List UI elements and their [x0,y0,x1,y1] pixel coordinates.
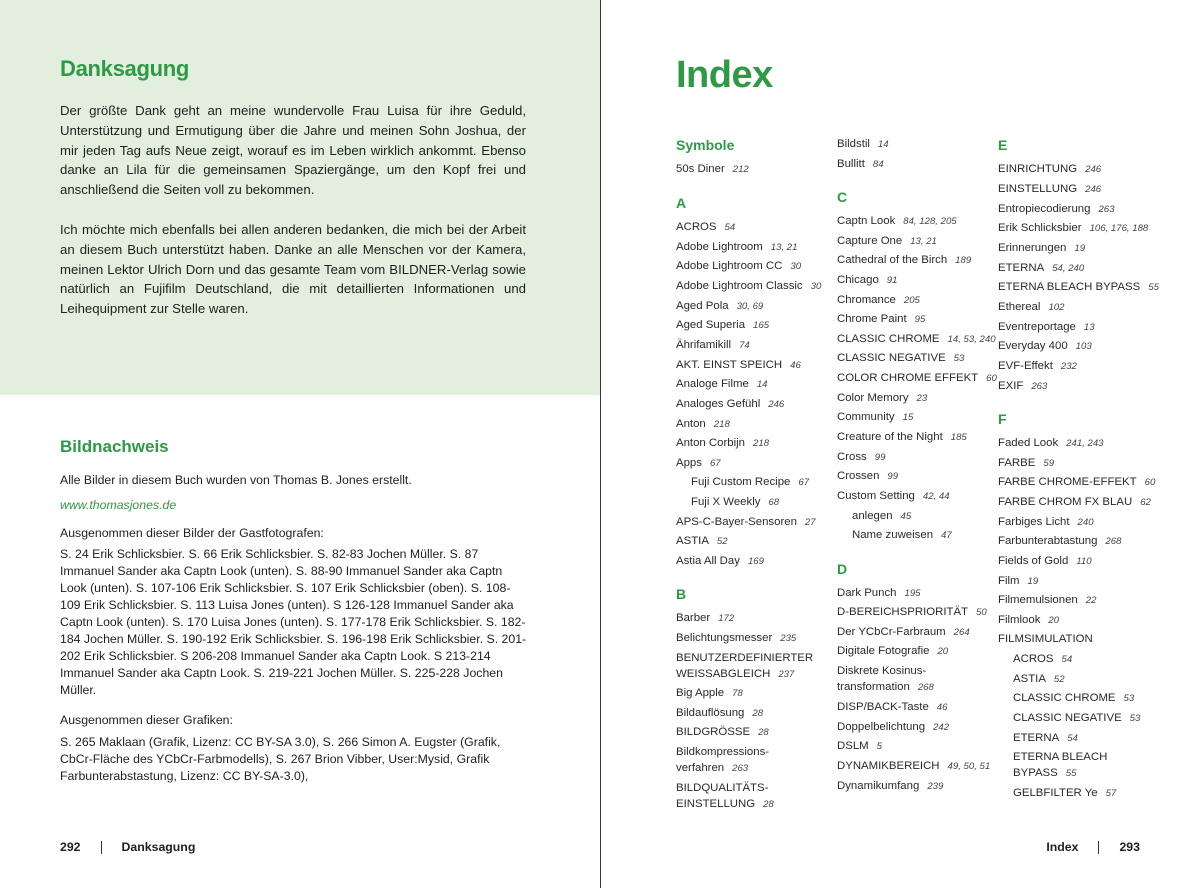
index-entry-pages: 106, 176, 188 [1089,223,1149,234]
index-entry-pages: 52 [716,536,728,547]
credits-graphics-list: S. 265 Maklaan (Grafik, Lizenz: CC BY-SA 3.0), S. 266 Simon A. Eugster (Grafik, CbCr-Fläche des YCbCr-Farbmodells), S. 267 Brion Vibber, User:Mysid, Grafik Farbunterabstastung, Lizenz: CC BY-SA-3.0), [60,735,501,783]
index-entry-term: ACROS [1013,653,1054,665]
index-entry-term: Anton Corbijn [676,437,746,449]
index-entry-term: Adobe Lightroom CC [676,260,783,272]
index-entry [676,685,743,702]
index-entry [676,239,797,256]
index-entry-term: Erinnerungen [998,242,1067,254]
index-entry [837,449,885,466]
index-entry-pages: 20 [1048,615,1060,626]
index-entry-pages: 54, 240 [1052,263,1085,274]
index-entry [998,612,1059,629]
index-entry-term: ETERNA BLEACH [1013,751,1108,763]
index-entry [676,533,728,550]
index-entry [998,592,1096,609]
index-entry [837,213,957,230]
acknowledgement-paragraph-1: Der größte Dank geht an meine wundervolle Frau Luisa für ihre Geduld, Unterstützung und Ermutigung über die Jahre und meinen Sohn Joshua, der mir jeden Tag aufs Neue zeigt, worauf es im Leben wirklich ankommt. Ebenso danke an Lila für die gemeinsamen Spaziergänge, um den Kopf frei und anschließend die Seiten voll zu bekommen. [60,103,526,198]
index-entry-term: Captn Look [837,215,896,227]
index-entry-term: D-BEREICHSPRIORITÄT [837,606,969,618]
index-entry [998,378,1047,395]
index-entry-term: BENUTZERDEFINIERTER [676,652,814,664]
index-entry-pages: 13, 21 [910,236,937,247]
index-entry-pages: 264 [953,627,970,638]
index-entry-term: Bildauflösung [676,707,745,719]
index-entry [998,553,1092,570]
index-entry-term: FARBE CHROME-EFFEKT [998,476,1137,488]
index-entry-term: AKT. EINST SPEICH [676,359,783,371]
index-entry [1013,765,1076,782]
index-entry-pages: 99 [887,471,899,482]
index-entry-pages: 185 [950,432,967,443]
index-entry-pages: 20 [937,646,949,657]
index-entry-pages: 91 [886,275,898,286]
index-entry-pages: 22 [1085,595,1097,606]
index-entry-term: Doppelbelichtung [837,721,926,733]
index-entry [676,666,794,683]
index-entry-term: Cathedral of the Birch [837,254,948,266]
index-entry [837,311,925,328]
index-entry-term: Aged Pola [676,300,729,312]
index-entry [837,252,971,269]
index-entry-pages: 67 [709,458,721,469]
index-entry-term: APS-C-Bayer-Sensoren [676,516,797,528]
index-entry-term: Aged Superia [676,319,746,331]
index-entry-term: EINRICHTUNG [998,163,1078,175]
index-entry-term: Filmemulsionen [998,594,1078,606]
index-entry [676,219,735,236]
index-entry-term: Ährifamikill [676,339,732,351]
index-entry [691,474,809,491]
index-entry-term: Custom Setting [837,490,915,502]
index-entry-pages: 74 [739,340,750,351]
index-entry [676,610,734,627]
index-entry-term: EXIF [998,380,1024,392]
index-entry-term: Big Apple [676,687,725,699]
index-entry [676,514,816,531]
index-entry-term: EVF-Effekt [998,360,1053,372]
index-entry-pages: 235 [780,633,797,644]
index-entry-term: DSLM [837,740,869,752]
index-entry-pages: 268 [1105,536,1122,547]
index-entry [998,631,1093,647]
index-entry-pages: 59 [1043,458,1055,469]
index-entry-term: FILMSIMULATION [998,633,1093,645]
index-entry-pages: 28 [758,727,769,738]
index-entry-pages: 49, 50, 51 [947,761,991,772]
index-entry-term: BILDGRÖSSE [676,726,751,738]
index-entry-pages: 15 [902,412,914,423]
index-entry [837,585,921,602]
index-entry-pages: 19 [1074,243,1086,254]
index-entry [676,161,749,178]
index-entry-pages: 19 [1027,576,1039,587]
index-entry-term: Faded Look [998,437,1059,449]
index-entry [837,738,882,755]
index-entry [676,760,748,777]
index-entry-pages: 27 [804,517,816,528]
index-entry-term: Cross [837,451,867,463]
index-entry-pages: 172 [718,613,735,624]
index-entry [676,435,769,452]
index-entry [837,136,889,153]
index-entry-term: Eventreportage [998,321,1076,333]
index-entry [676,780,768,796]
index-heading: Index [676,54,773,96]
index-entry-pages: 53 [1129,713,1141,724]
index-entry [837,233,937,250]
index-entry [837,778,943,795]
index-entry-pages: 263 [1098,204,1115,215]
index-entry [998,435,1104,452]
index-entry-pages: 218 [713,419,730,430]
index-entry [837,488,950,505]
index-entry-term: ACROS [676,221,717,233]
index-entry [676,298,763,315]
index-entry-term: FARBE CHROM FX BLAU [998,496,1133,508]
index-entry [837,331,996,348]
index-entry [837,272,897,289]
index-entry-term: EINSTELLUNG [676,798,756,810]
index-entry-term: Chicago [837,274,879,286]
index-entry-term: Capture One [837,235,903,247]
index-entry [691,494,779,511]
index-entry [998,220,1148,237]
index-entry-pages: 30 [810,281,822,292]
index-entry-term: COLOR CHROME EFFEKT [837,372,979,384]
index-entry-term: Crossen [837,470,880,482]
index-entry-pages: 263 [1031,381,1048,392]
index-entry-pages: 239 [927,781,944,792]
index-entry-term: Community [837,411,895,423]
index-entry [998,161,1101,178]
index-entry-pages: 60 [1144,477,1156,488]
index-entry [1013,671,1065,688]
index-entry-pages: 54 [1061,654,1073,665]
index-entry [998,201,1114,218]
credits-graphics-heading: Ausgenommen dieser Grafiken: [60,713,233,727]
index-entry-term: Fields of Gold [998,555,1069,567]
index-entry-pages: 55 [1148,282,1159,293]
index-entry-pages: 13 [1083,322,1095,333]
index-entry [852,527,952,544]
index-entry-term: Name zuweisen [852,529,934,541]
index-entry [837,643,948,660]
index-entry-term: ETERNA [998,262,1045,274]
index-entry [837,679,934,696]
index-entry-term: CLASSIC CHROME [1013,692,1116,704]
index-entry [837,370,997,387]
left-footer [60,840,195,854]
index-entry-term: Astia All Day [676,555,740,567]
index-entry [676,650,813,666]
index-entry-pages: 246 [1085,184,1102,195]
credits-heading: Bildnachweis [60,437,169,456]
index-entry [676,455,721,472]
index-entry [837,350,964,367]
index-entry [676,416,730,433]
index-entry-pages: 30 [790,261,802,272]
acknowledgement-paragraph-2: Ich möchte mich ebenfalls bei allen anderen bedanken, die mich bei der Arbeit an diesem Buch unterstützt haben. Danke an alle Menschen vor der Kamera, meinen Lektor Ulrich Dorn und das gesamte Team vom BILDNER-Verlag sowie natürlich an Fujifilm Deutschland, die mit detaillierten Informationen und Leihequipment zur Stelle waren. [60,222,526,317]
index-entry [837,719,949,736]
index-entry-term: BILDQUALITÄTS- [676,782,769,794]
index-entry-term: ETERNA BLEACH BYPASS [998,281,1141,293]
index-entry-term: Adobe Lightroom Classic [676,280,803,292]
index-entry-pages: 42, 44 [922,491,950,502]
index-entry-pages: 165 [753,320,770,331]
index-entry [1013,749,1107,765]
index-entry [998,514,1094,531]
index-entry-term: Farbiges Licht [998,516,1070,528]
index-entry [1013,730,1078,747]
index-entry-pages: 84 [872,159,884,170]
index-entry-term: Dark Punch [837,587,897,599]
index-entry [1013,651,1072,668]
index-entry [676,317,769,334]
index-entry-pages: 57 [1105,788,1117,799]
index-section-f: F [998,411,1007,427]
index-entry-term: transformation [837,681,910,693]
index-entry [676,337,750,354]
index-entry-pages: 14, 53, 240 [947,334,996,345]
index-entry-pages: 52 [1053,674,1065,685]
index-entry-term: Digitale Fotografie [837,645,930,657]
index-entry-term: ETERNA [1013,732,1060,744]
index-entry-term: DYNAMIKBEREICH [837,760,940,772]
index-entry [1013,690,1134,707]
index-entry [998,279,1159,296]
index-entry [837,758,990,775]
index-entry-term: Analoges Gefühl [676,398,761,410]
index-entry [837,390,927,407]
index-entry-pages: 47 [941,530,952,541]
index-entry-term: Everyday 400 [998,340,1068,352]
index-entry-term: anlegen [852,510,893,522]
index-entry-term: CLASSIC NEGATIVE [837,352,946,364]
index-entry-pages: 14 [877,139,889,150]
index-entry [998,260,1084,277]
index-entry-term: Bildstil [837,138,870,150]
index-entry-pages: 78 [732,688,743,699]
index-entry-term: Farbunterabtastung [998,535,1098,547]
index-entry [998,455,1054,472]
index-entry-term: 50s Diner [676,163,725,175]
index-entry [676,796,774,813]
index-entry-term: Entropiecodierung [998,203,1091,215]
index-entry-pages: 268 [917,682,934,693]
index-entry [998,358,1077,375]
index-section-e: E [998,137,1008,153]
index-entry [998,240,1085,257]
index-entry-term: Bullitt [837,158,865,170]
index-entry-pages: 242 [933,722,950,733]
index-entry [837,292,920,309]
index-entry [998,494,1151,511]
index-entry [676,630,796,647]
index-entry-pages: 84, 128, 205 [903,216,957,227]
index-entry [998,181,1101,198]
index-entry [998,573,1038,590]
index-entry-term: Diskrete Kosinus- [837,665,927,677]
index-entry-pages: 53 [953,353,965,364]
index-entry [852,508,911,525]
index-entry [837,429,967,446]
index-entry-pages: 67 [798,477,810,488]
index-entry-pages: 103 [1075,341,1092,352]
index-entry-pages: 60 [986,373,997,384]
index-entry-pages: 99 [874,452,886,463]
index-entry-term: Film [998,575,1020,587]
index-entry [676,705,763,722]
footer-separator [101,841,102,854]
index-entry-pages: 218 [753,438,770,449]
index-entry-pages: 28 [752,708,764,719]
index-entry-term: Der YCbCr-Farbraum [837,626,946,638]
right-footer [1046,840,1140,854]
index-entry-pages: 23 [916,393,928,404]
index-entry-pages: 5 [876,741,882,752]
index-entry [1013,710,1140,727]
index-entry-pages: 54 [1067,733,1078,744]
index-entry-pages: 95 [914,314,926,325]
index-entry [837,604,987,621]
index-entry-term: Color Memory [837,392,909,404]
index-entry-pages: 14 [756,379,768,390]
index-entry-pages: 237 [778,669,795,680]
index-entry-term: Ethereal [998,301,1041,313]
index-section-c: C [837,189,848,205]
index-entry [837,663,926,679]
index-entry-term: ASTIA [676,535,709,547]
index-entry-term: BYPASS [1013,767,1058,779]
index-entry-term: CLASSIC NEGATIVE [1013,712,1122,724]
index-entry-term: Dynamikumfang [837,780,920,792]
index-entry-pages: 50 [976,607,987,618]
index-entry-pages: 28 [763,799,774,810]
index-entry-term: Chromance [837,294,896,306]
index-entry-pages: 205 [903,295,920,306]
index-entry-pages: 189 [955,255,972,266]
index-entry [1013,785,1116,802]
index-entry [676,376,767,393]
index-entry [837,624,970,641]
index-entry [676,553,764,570]
index-entry-pages: 240 [1077,517,1094,528]
footer-separator [1098,841,1099,854]
index-entry [837,468,898,485]
index-entry-term: EINSTELLUNG [998,183,1078,195]
index-entry-pages: 30, 69 [736,301,764,312]
index-section-b: B [676,586,687,602]
index-entry-term: Analoge Filme [676,378,749,390]
index-entry-pages: 55 [1065,768,1077,779]
index-section-a: A [676,195,687,211]
index-entry-term: Bildkompressions- [676,746,770,758]
index-entry-term: CLASSIC CHROME [837,333,940,345]
index-entry-pages: 232 [1060,361,1077,372]
index-entry-pages: 62 [1140,497,1151,508]
index-entry [998,533,1121,550]
index-entry [676,744,769,760]
right-page [601,0,1200,888]
index-entry-term: Anton [676,418,706,430]
index-entry-term: DISP/BACK-Taste [837,701,929,713]
index-entry [998,319,1095,336]
index-entry [837,699,947,716]
index-entry-term: WEISSABGLEICH [676,668,771,680]
index-entry-term: ASTIA [1013,673,1046,685]
index-entry-pages: 13, 21 [770,242,798,253]
credits-website-link[interactable]: www.thomasjones.de [60,498,177,512]
index-entry [676,724,769,741]
index-entry-term: GELBFILTER Ye [1013,787,1098,799]
index-entry-term: verfahren [676,762,725,774]
index-entry [676,396,784,413]
index-entry-term: Apps [676,457,702,469]
index-entry-term: Creature of the Night [837,431,943,443]
index-entry-pages: 263 [732,763,749,774]
index-entry-term: Filmlook [998,614,1041,626]
index-entry-pages: 169 [747,556,764,567]
credits-guest-photographers-heading: Ausgenommen dieser Bilder der Gastfotografen: [60,526,324,540]
index-entry [998,299,1064,316]
index-entry-pages: 46 [790,360,801,371]
index-entry-pages: 241, 243 [1066,438,1104,449]
index-entry [676,258,801,275]
index-entry-pages: 246 [768,399,785,410]
index-entry-term: Barber [676,612,711,624]
credits-photo-list: S. 24 Erik Schlicksbier. S. 66 Erik Schlicksbier. S. 82-83 Jochen Müller. S. 87 Immanuel Sander aka Captn Look (unten). S. 88-90 Immanuel Sander aka Captn Look (unten). S. 107-106 Erik Schlicksbier. S. 107 Erik Schlicksbier (oben). S. 108-109 Erik Schlicksbier. S. 113 Luisa Jones (unten). S 126-128 Immanuel Sander aka Captn Look (unten). S. 170 Luisa Jones (unten). S. 177-178 Erik Schlicksbier. S. 182-184 Jochen Müller. S. 190-192 Erik Schlicksbier. S. 196-198 Erik Schlicksbier. S. 201-202 Erik Schlicksbier. S 206-208 Immanuel Sander aka Captn Look. S 213-214 Immanuel Sander aka Captn Look. S. 219-221 Jochen Müller. S. 225-228 Jochen Müller. [60,547,527,697]
index-entry-pages: 46 [936,702,948,713]
index-entry-pages: 246 [1085,164,1102,175]
index-entry-pages: 53 [1123,693,1135,704]
left-page-number: 292 [60,840,81,854]
index-entry-pages: 212 [732,164,749,175]
index-section-d: D [837,561,848,577]
index-entry-pages: 195 [904,588,921,599]
index-entry [837,409,913,426]
index-entry-term: FARBE [998,457,1036,469]
index-entry [837,156,884,173]
index-section-symbole: Symbole [676,137,735,153]
index-entry-pages: 45 [900,511,912,522]
index-entry [676,357,801,374]
index-entry-pages: 110 [1076,556,1092,567]
index-entry-pages: 68 [768,497,780,508]
right-running-head: Index [1046,840,1079,854]
left-running-head: Danksagung [121,840,196,854]
index-entry-pages: 54 [724,222,736,233]
index-entry-term: Belichtungsmesser [676,632,773,644]
index-entry [998,338,1092,355]
index-entry-term: Adobe Lightroom [676,241,763,253]
acknowledgement-heading: Danksagung [60,56,190,81]
index-entry [998,474,1155,491]
credits-all-images: Alle Bilder in diesem Buch wurden von Thomas B. Jones erstellt. [60,473,412,487]
index-entry-term: Chrome Paint [837,313,907,325]
index-entry-term: Erik Schlicksbier [998,222,1082,234]
right-page-number: 293 [1119,840,1140,854]
index-entry-pages: 102 [1048,302,1065,313]
index-entry-term: Fuji Custom Recipe [691,476,791,488]
index-entry-term: Fuji X Weekly [691,496,761,508]
index-entry [676,278,821,295]
